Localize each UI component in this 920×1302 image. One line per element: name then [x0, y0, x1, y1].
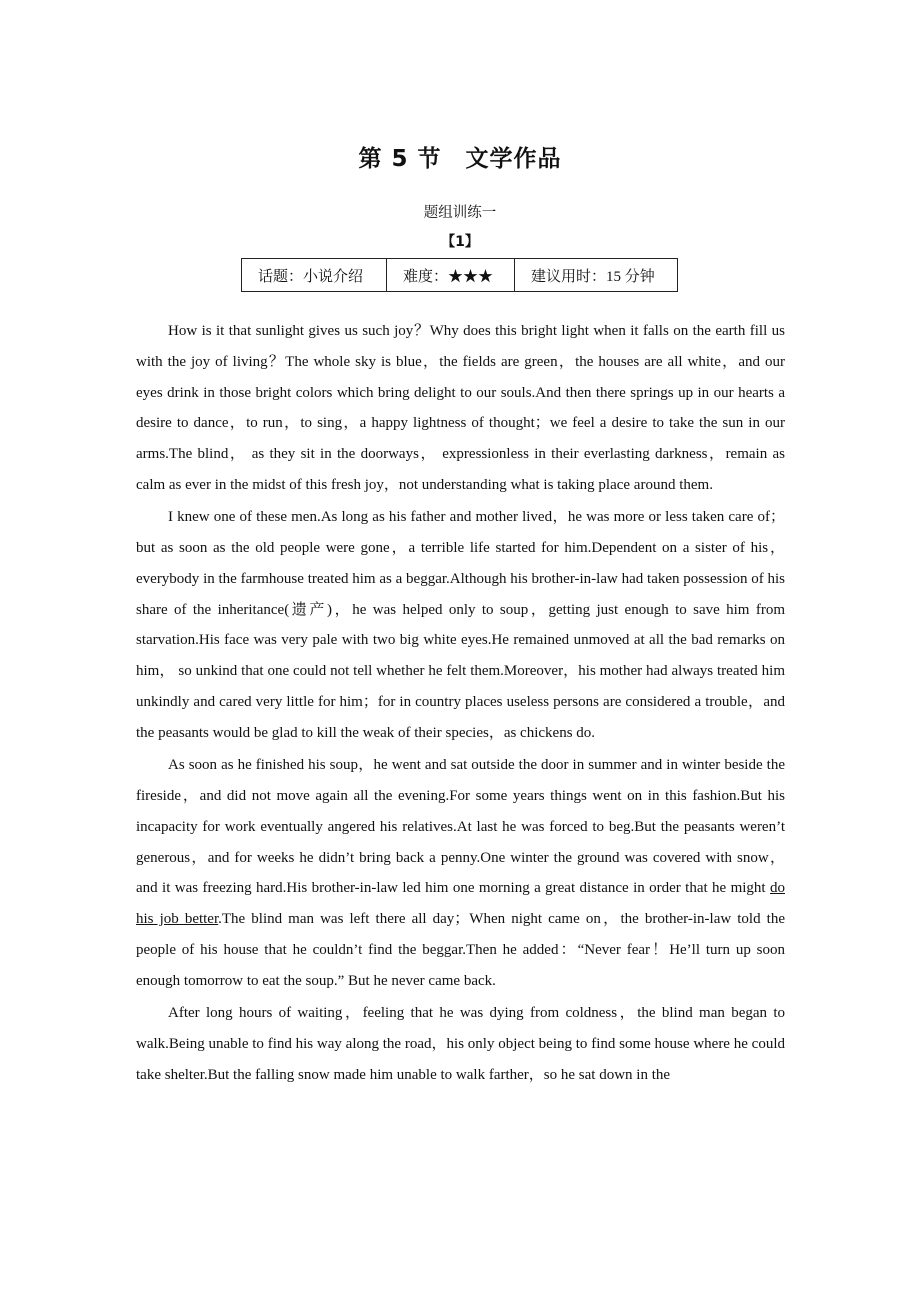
time-cell: 建议用时：15 分钟 — [515, 259, 678, 292]
passage-body — [136, 316, 785, 1092]
paragraph-3-text-after: .The blind man was left there all day；When night came on，the brother-in-law told the people of his house that he couldn’t find the beggar.Then he added：“Never fear！He’ll turn up soon enough tomorrow to eat the soup.” But he never came back. — [136, 911, 785, 989]
paragraph-3 — [136, 750, 785, 996]
section-title: 第 5 节 文学作品 — [358, 146, 562, 172]
exercise-group-heading: 题组训练一 — [423, 205, 497, 221]
passage-number: 【1】 — [441, 234, 479, 250]
underlined-phrase: do his job better — [136, 880, 785, 928]
topic-cell: 话题：小说介绍 — [242, 259, 387, 292]
paragraph-2: I knew one of these men.As long as his father and mother lived，he was more or less taken care of；but as soon as the old people were gone，a terrible life started for him.Dependent on a sister of his，everybody in the farmhouse treated him as a beggar.Although his brother-in-law had taken possession of his share of the inheritance(遗产)，he was helped only to soup，getting just enough to save him from starvation.His face was very pale with two big white eyes.He remained unmoved at all the bad remarks on him， so unkind that one could not tell whether he felt them.Moreover，his mother had always treated him unkindly and cared very little for him；for in country places useless persons are considered a trouble，and the peasants would be glad to kill the weak of their species，as chickens do. — [136, 509, 785, 741]
paragraph-3-text-before: As soon as he finished his soup，he went and sat outside the door in summer and in winter beside the fireside，and did not move again all the evening.For some years things went on in this fashion.But his incapacity for work eventually angered his relatives.At last he was forced to beg.But the peasants weren’t generous，and for weeks he didn’t bring back a penny.One winter the ground was covered with snow， and it was freezing hard.His brother-in-law led him one morning a great distance in order that he might — [136, 757, 785, 897]
difficulty-cell: 难度：★★★ — [387, 259, 515, 292]
paragraph-1: How is it that sunlight gives us such joy？Why does this bright light when it falls on the earth fill us with the joy of living？The whole sky is blue，the fields are green，the houses are all white，and our eyes drink in those bright colors which bring delight to our souls.And then there springs up in our hearts a desire to dance，to run，to sing，a happy lightness of thought；we feel a desire to take the sun in our arms.The blind， as they sit in the doorways， expressionless in their everlasting darkness，remain as calm as ever in the midst of this fresh joy，not understanding what is taking place around them. — [136, 323, 785, 493]
paragraph-4: After long hours of waiting，feeling that he was dying from coldness，the blind man began to walk.Being unable to find his way along the road，his only object being to find some house where he could take shelter.But the falling snow made him unable to walk farther，so he sat down in the — [136, 1005, 785, 1083]
passage-info-table — [241, 258, 678, 292]
